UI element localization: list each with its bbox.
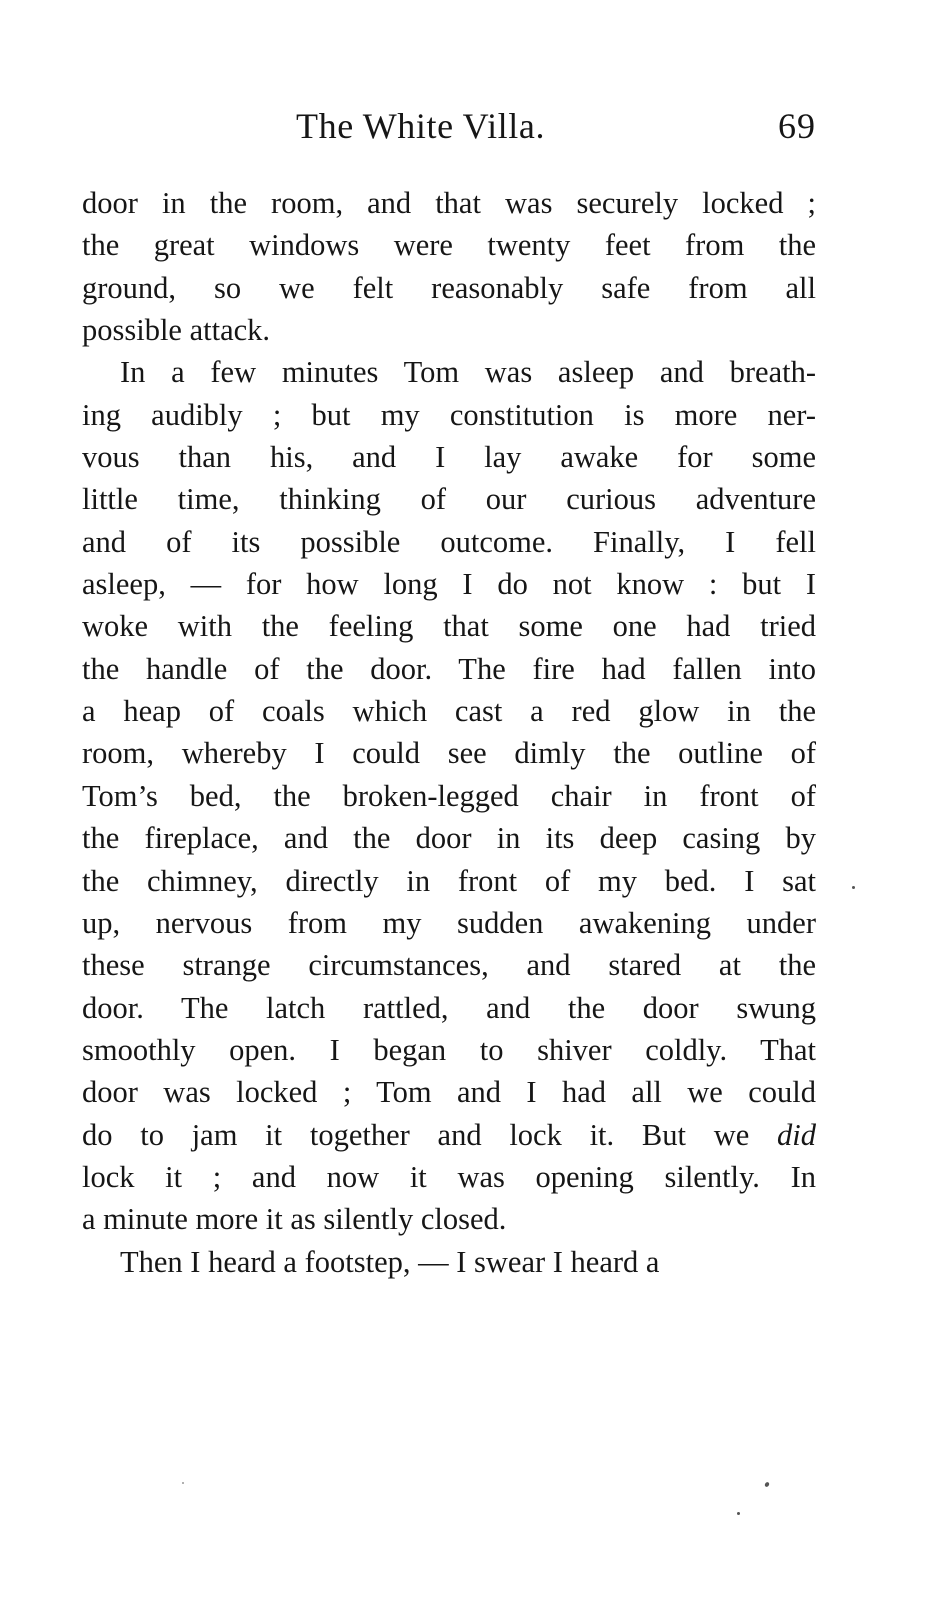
text-line	[82, 732, 816, 774]
text-line	[82, 521, 816, 563]
text-line	[82, 648, 816, 690]
text-line-content: the fireplace, and the door in its deep casing by	[82, 821, 816, 856]
page-number: 69	[778, 106, 816, 146]
text-line	[82, 1156, 816, 1198]
text-line-content: door in the room, and that was securely locked ;	[82, 186, 816, 220]
text-line-content: asleep, — for how long I do not know : but I	[82, 567, 816, 602]
text-line-content: possible attack.	[82, 313, 271, 348]
text-line	[82, 478, 816, 520]
text-line-content: smoothly open. I began to shiver coldly. That	[82, 1032, 816, 1067]
text-line	[82, 1241, 816, 1283]
text-line	[82, 394, 816, 436]
text-line-content: these strange circumstances, and stared at the	[82, 948, 816, 983]
text-line-content: room, whereby I could see dimly the outline of	[82, 736, 816, 771]
running-head	[82, 103, 816, 149]
text-line	[82, 1071, 816, 1113]
text-line-content: lock it ; and now it was opening silently. In	[82, 1159, 816, 1194]
text-line-content: ing audibly ; but my constitution is more ner-	[82, 397, 816, 432]
text-line-content: a heap of coals which cast a red glow in the	[82, 694, 816, 729]
text-line	[82, 605, 816, 647]
print-speck	[764, 1481, 770, 1487]
text-line	[82, 944, 816, 986]
text-line	[82, 1114, 816, 1156]
text-line	[82, 309, 816, 351]
print-speck	[852, 886, 855, 889]
text-line	[82, 902, 816, 944]
text-line-content: little time, thinking of our curious adventure	[82, 482, 816, 517]
text-line	[82, 690, 816, 732]
text-line	[82, 1198, 816, 1240]
text-line-content: In a few minutes Tom was asleep and breath-	[120, 355, 816, 390]
text-line-content: and of its possible outcome. Finally, I fell	[82, 524, 816, 559]
text-line	[82, 860, 816, 902]
running-title: The White Villa.	[296, 106, 546, 146]
text-line-content: Then I heard a footstep, — I swear I heard a	[120, 1244, 660, 1279]
text-line-content: the handle of the door. The fire had fallen into	[82, 651, 816, 686]
text-line	[82, 775, 816, 817]
text-line-content: vous than his, and I lay awake for some	[82, 440, 816, 475]
text-line-content: door. The latch rattled, and the door swung	[82, 990, 816, 1025]
text-line-content: Tom’s bed, the broken-legged chair in front of	[82, 778, 816, 813]
text-line-content: the chimney, directly in front of my bed. I sat	[82, 863, 816, 898]
print-speck	[737, 1512, 740, 1515]
text-line	[82, 436, 816, 478]
text-line-content: door was locked ; Tom and I had all we could	[82, 1075, 816, 1110]
text-line-content: up, nervous from my sudden awakening under	[82, 905, 816, 940]
text-line	[82, 1029, 816, 1071]
text-line-content: woke with the feeling that some one had tried	[82, 609, 816, 644]
print-speck	[182, 1482, 184, 1484]
text-line	[82, 987, 816, 1029]
text-line-content: the great windows were twenty feet from the	[82, 228, 816, 263]
text-line	[82, 351, 816, 393]
text-line	[82, 267, 816, 309]
italic-emphasis: did	[777, 1117, 816, 1152]
body-text	[82, 182, 816, 1283]
text-line-content: a minute more it as silently closed.	[82, 1202, 507, 1237]
text-line	[82, 563, 816, 605]
text-line	[82, 817, 816, 859]
text-line-content: ground, so we felt reasonably safe from all	[82, 270, 816, 305]
text-line	[82, 224, 816, 266]
text-line	[82, 182, 816, 224]
text-line-content: do to jam it together and lock it. But we	[82, 1117, 778, 1152]
